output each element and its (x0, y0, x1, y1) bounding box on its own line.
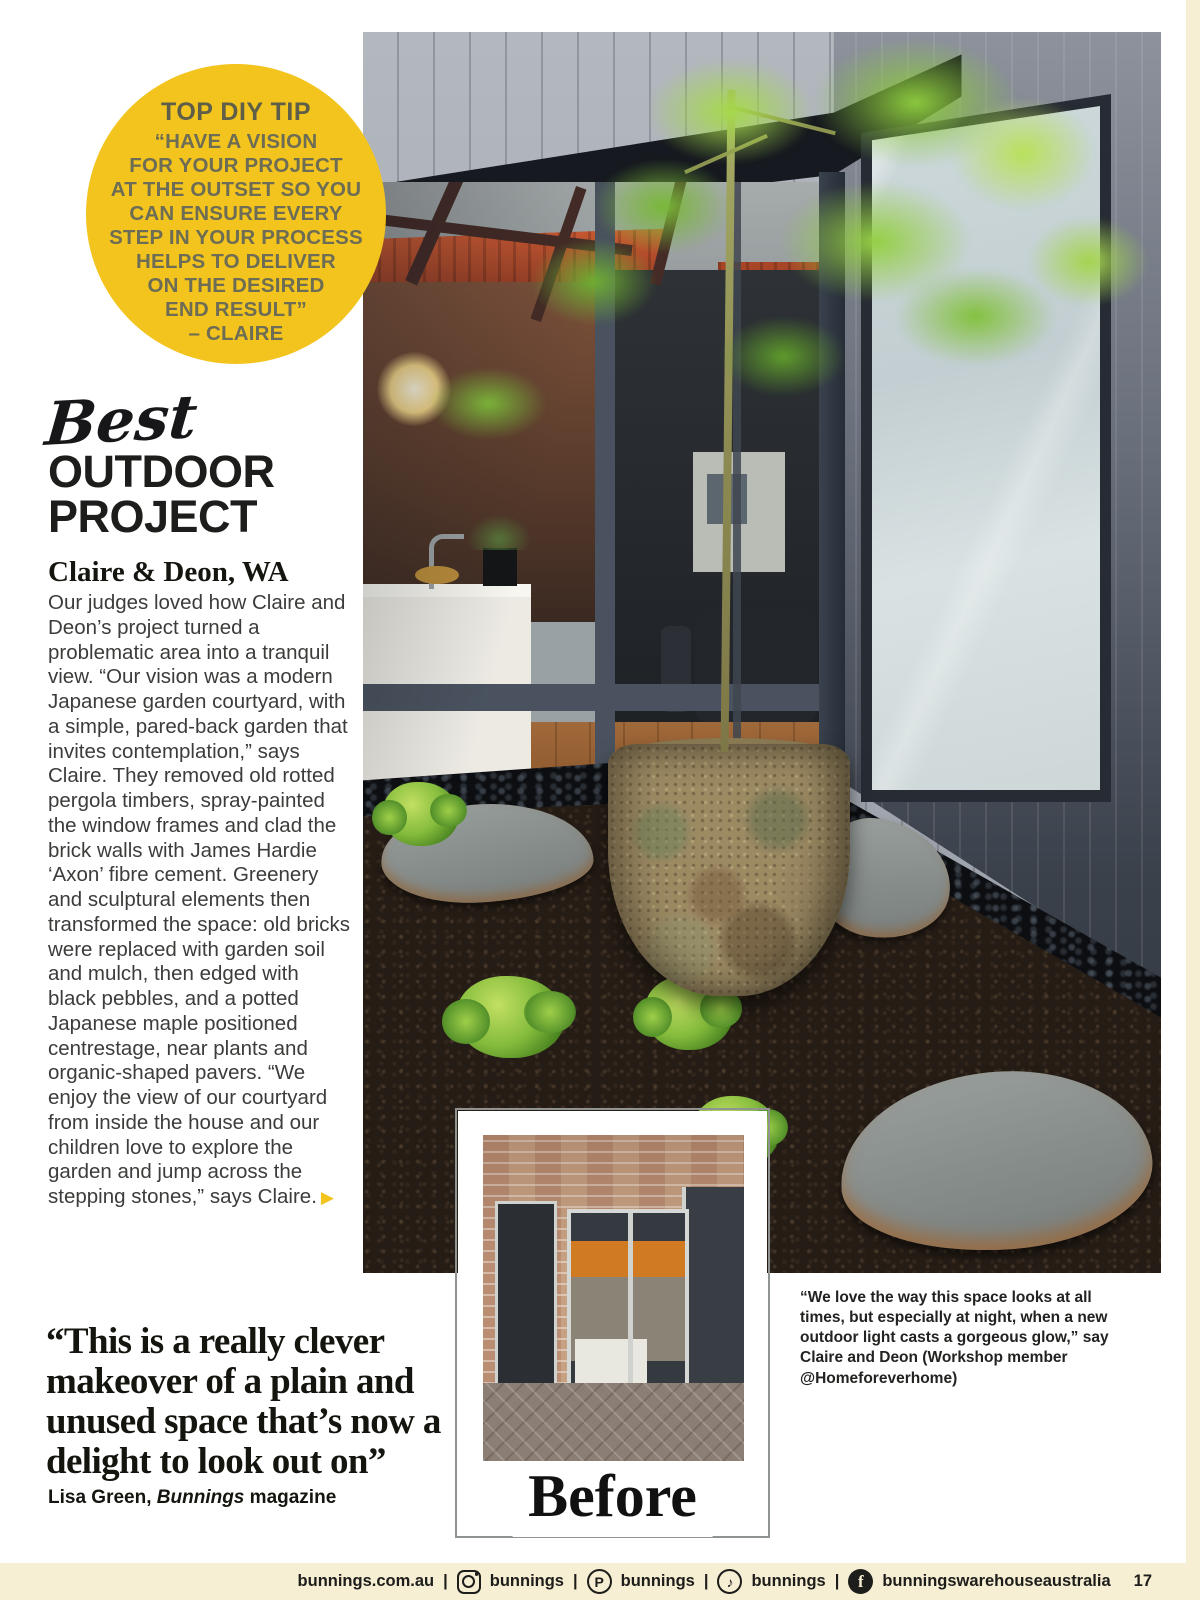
footer-pinterest-handle: bunnings (620, 1572, 695, 1590)
article-title-line1: OUTDOOR (48, 446, 275, 497)
pinterest-icon: P (587, 1569, 612, 1594)
pull-quote-attribution: Lisa Green, Bunnings magazine (48, 1487, 337, 1508)
before-photo-card (458, 1111, 767, 1483)
article-title (48, 446, 275, 542)
main-photo-after (363, 32, 1161, 1273)
footer-website: bunnings.com.au (297, 1572, 435, 1590)
article-body: Our judges loved how Claire and Deon’s project turned a problematic area into a tranquil view. “Our vision was a modern Japanese garden courtyard, with a simple, pared-back garden that invites contemplation,” says Claire. They removed old rotted pergola timbers, spray-painted the window frames and clad the brick walls with James Hardie ‘Axon’ fibre cement. Greenery and sculptural elements then transformed the space: old bricks were replaced with garden soil and mulch, then edged with black pebbles, and a potted Japanese maple positioned centrestage, near plants and organic-shaped pavers. “We enjoy the view of our courtyard from inside the house and our children love to explore the garden and jump across the stepping stones,” says Claire. ▶ (48, 591, 350, 1208)
before-photo (483, 1135, 744, 1461)
garden-shrub (457, 976, 565, 1058)
instagram-icon (457, 1570, 481, 1594)
before-brick-paving (483, 1383, 744, 1461)
tip-title: TOP DIY TIP (161, 98, 311, 126)
facebook-icon: f (848, 1569, 873, 1594)
article-title-line2: PROJECT (48, 490, 258, 542)
page-edge-strip (1186, 0, 1200, 1600)
tiktok-icon: ♪ (717, 1569, 742, 1594)
top-diy-tip-bubble (86, 64, 386, 364)
page-number: 17 (1133, 1572, 1152, 1590)
article-byline: Claire & Deon, WA (48, 556, 289, 588)
footer-instagram-handle: bunnings (489, 1572, 564, 1590)
tip-quote: “HAVE A VISION FOR YOUR PROJECT AT THE OUTSET SO YOU CAN ENSURE EVERY STEP IN YOUR PROCESS HELPS TO DELIVER ON THE DESIRED END RESULT” (109, 130, 363, 321)
photo-caption: “We love the way this space looks at all times, but especially at night, when a new outdoor light casts a gorgeous glow,” say Claire and Deon (Workshop member @Homeforeverhome) (800, 1289, 1109, 1387)
footer-facebook-handle: bunningswarehouseaustralia (882, 1572, 1111, 1590)
pull-quote: “This is a really clever makeover of a plain and unused space that’s now a delight to look out on” (46, 1321, 441, 1482)
tip-attribution: – CLAIRE (188, 321, 284, 345)
footer-tiktok-handle: bunnings (751, 1572, 826, 1590)
before-panel-frame (455, 1108, 770, 1538)
script-word-best: Best (42, 382, 200, 460)
garden-shrub (383, 782, 459, 846)
read-more-arrow-icon: ▶ (320, 1188, 334, 1207)
maple-foliage (453, 32, 1161, 486)
before-label: Before (512, 1462, 713, 1537)
footer-bar: bunnings.com.au | bunnings | P bunnings | ♪ bunnings | f bunningswarehouseaustralia 17 (0, 1563, 1200, 1600)
